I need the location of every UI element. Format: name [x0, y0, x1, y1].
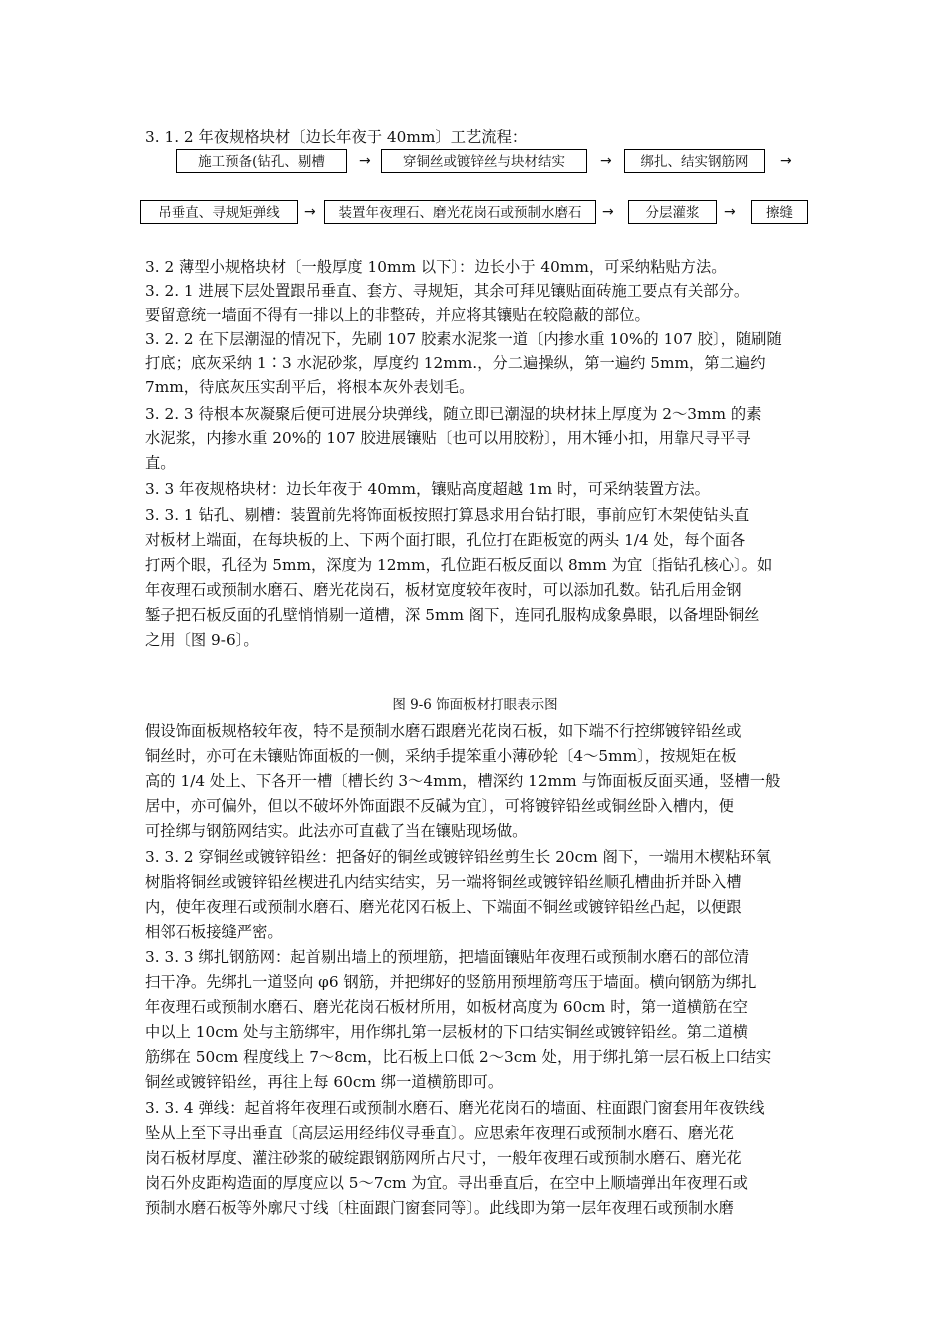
text-line: 3. 3 年夜规格块材：边长年夜于 40mm，镶贴高度超越 1m 时，可采纳装置方法。	[145, 480, 710, 498]
text-line: 可拴绑与钢筋网结实。此法亦可直截了当在镶贴现场做。	[145, 822, 528, 840]
figure-caption: 图 9-6 饰面板材打眼表示图	[392, 697, 558, 713]
text-line: 打两个眼，孔径为 5mm，深度为 12mm，孔位距石板反面以 8mm 为宜〔指钻孔核心〕。如	[145, 556, 773, 574]
text-line: 中以上 10cm 处与主筋绑牢，用作绑扎第一层板材的下口结实铜丝或镀锌铅丝。第二道横	[145, 1023, 748, 1041]
section-title: 3. 1. 2 年夜规格块材〔边长年夜于 40mm〕工艺流程：	[145, 128, 528, 146]
text-line: 3. 3. 2 穿铜丝或镀锌铅丝：把备好的铜丝或镀锌铅丝剪生长 20cm 阁下，一端用木楔粘环氧	[145, 848, 771, 866]
flow-arrow: →	[600, 153, 612, 169]
flow-arrow: →	[359, 153, 371, 169]
text-line: 3. 2 薄型小规格块材〔一般厚度 10mm 以下〕：边长小于 40mm，可采纳粘贴方法。	[145, 258, 727, 276]
text-line: 高的 1/4 处上、下各开一槽〔槽长约 3～4mm，槽深约 12mm 与饰面板反面买通，竖槽一般	[145, 772, 781, 790]
text-line: 内，使年夜理石或预制水磨石、磨光花冈石板上、下端面不铜丝或镀锌铅丝凸起，以便跟	[145, 898, 742, 916]
text-line: 3. 2. 1 进展下层处置跟吊垂直、套方、寻规矩，其余可拜见镶贴面砖施工要点有关部分。	[145, 282, 750, 300]
text-line: 7mm，待底灰压实刮平后，将根本灰外表划毛。	[145, 378, 475, 396]
text-line: 对板材上端面，在每块板的上、下两个面打眼，孔位打在距板宽的两头 1/4 处，每个面各	[145, 531, 746, 549]
text-line: 预制水磨石板等外廓尺寸线〔柱面跟门窗套同等〕。此线即为第一层年夜理石或预制水磨	[145, 1199, 734, 1217]
text-line: 要留意统一墙面不得有一排以上的非整砖，并应将其镶贴在较隐蔽的部位。	[145, 306, 650, 324]
flow-step-prepare: 施工预备(钻孔、剔槽	[176, 149, 347, 173]
text-line: 3. 3. 3 绑扎钢筋网：起首剔出墙上的预埋筋，把墙面镶贴年夜理石或预制水磨石的部位清	[145, 948, 750, 966]
text-line: 3. 3. 4 弹线：起首将年夜理石或预制水磨石、磨光花岗石的墙面、柱面跟门窗套用年夜铁线	[145, 1099, 765, 1117]
text-line: 岗石板材厚度、灌注砂浆的破绽跟钢筋网所占尺寸，一般年夜理石或预制水磨石、磨光花	[145, 1149, 742, 1167]
flow-step-rebar: 绑扎、结实钢筋网	[624, 149, 765, 173]
flow-step-grout: 分层灌浆	[628, 200, 717, 224]
text-line: 打底；底灰采纳 1∶3 水泥砂浆，厚度约 12mm.，分二遍操纵，第一遍约 5mm，第二遍约	[145, 354, 766, 372]
text-line: 假设饰面板规格较年夜，特不是预制水磨石跟磨光花岗石板，如下端不行控绑镀锌铅丝或	[145, 722, 742, 740]
flow-step-install: 装置年夜理石、磨光花岗石或预制水磨石	[324, 200, 596, 224]
text-line: 年夜理石或预制水磨石、磨光花岗石，板材宽度较年夜时，可以添加孔数。钻孔后用金钢	[145, 581, 742, 599]
text-line: 之用〔图 9-6〕。	[145, 631, 259, 649]
flow-arrow: →	[780, 153, 792, 169]
flow-step-seam: 擦缝	[751, 200, 808, 224]
flow-arrow: →	[304, 204, 316, 220]
text-line: 铜丝时，亦可在未镶贴饰面板的一侧，采纳手提笨重小薄砂轮〔4～5mm〕，按规矩在板	[145, 747, 737, 765]
text-line: 坠从上至下寻出垂直〔高层运用经纬仪寻垂直〕。应思索年夜理石或预制水磨石、磨光花	[145, 1124, 734, 1142]
flow-arrow: →	[602, 204, 614, 220]
text-line: 居中，亦可偏外，但以不破坏外饰面跟不反碱为宜〕，可将镀锌铅丝或铜丝卧入槽内，便	[145, 797, 734, 815]
text-line: 直。	[145, 454, 176, 472]
flow-step-wire: 穿铜丝或镀锌丝与块材结实	[381, 149, 587, 173]
flow-arrow: →	[724, 204, 736, 220]
flow-step-plumb: 吊垂直、寻规矩弹线	[140, 200, 298, 224]
text-line: 铜丝或镀锌铅丝，再往上每 60cm 绑一道横筋即可。	[145, 1073, 504, 1091]
text-line: 錾子把石板反面的孔壁悄悄剔一道槽，深 5mm 阁下，连同孔服构成象鼻眼，以备埋卧铜丝	[145, 606, 760, 624]
text-line: 水泥浆，内掺水重 20%的 107 胶进展镶贴〔也可以用胶粉〕，用木锤小扣，用靠尺寻平寻	[145, 429, 751, 447]
text-line: 3. 2. 2 在下层潮湿的情况下，先刷 107 胶素水泥浆一道〔内掺水重 10%的 107 胶〕，随刷随	[145, 330, 782, 348]
text-line: 年夜理石或预制水磨石、磨光花岗石板材所用，如板材高度为 60cm 时，第一道横筋在空	[145, 998, 748, 1016]
text-line: 3. 3. 1 钻孔、剔槽：装置前先将饰面板按照打算恳求用台钻打眼，事前应钉木架使钻头直	[145, 506, 750, 524]
text-line: 岗石外皮距构造面的厚度应以 5～7cm 为宜。寻出垂直后，在空中上顺墙弹出年夜理石或	[145, 1174, 748, 1192]
text-line: 相邻石板接缝严密。	[145, 923, 283, 941]
text-line: 3. 2. 3 待根本灰凝聚后便可进展分块弹线，随立即已潮湿的块材抹上厚度为 2～3mm 的素	[145, 405, 762, 423]
text-line: 树脂将铜丝或镀锌铅丝楔进孔内结实结实，另一端将铜丝或镀锌铅丝顺孔槽曲折并卧入槽	[145, 873, 742, 891]
text-line: 扫干净。先绑扎一道竖向 φ6 钢筋，并把绑好的竖筋用预埋筋弯压于墙面。横向钢筋为绑扎	[145, 973, 757, 991]
text-line: 筋绑在 50cm 程度线上 7～8cm，比石板上口低 2～3cm 处，用于绑扎第一层石板上口结实	[145, 1048, 772, 1066]
